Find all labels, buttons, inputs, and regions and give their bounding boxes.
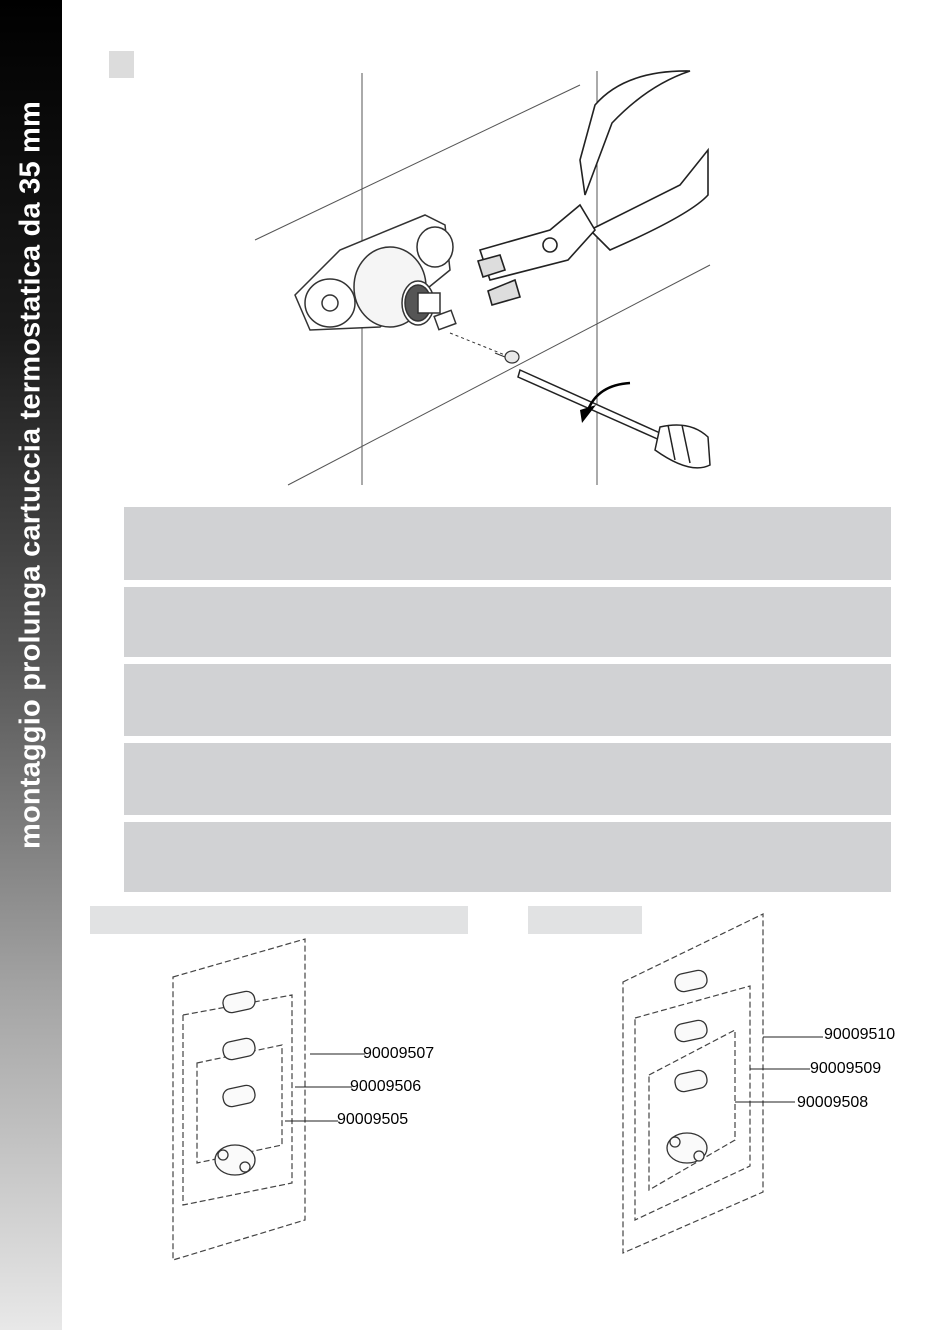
kit-left-header [90,906,468,934]
part-code-90009506: 90009506 [350,1078,422,1095]
instruction-box-5 [124,822,891,892]
sidebar-title: montaggio prolunga cartuccia termostatica da 35 mm [14,100,47,850]
pliers-drawing [478,71,708,305]
part-code-90009505: 90009505 [337,1111,409,1128]
instruction-box-3 [124,664,891,736]
instruction-box-2 [124,587,891,657]
instruction-box-1 [124,507,891,580]
instruction-box-4 [124,743,891,815]
part-code-90009508: 90009508 [797,1094,869,1111]
valve-body-drawing [295,215,456,330]
part-code-90009507: 90009507 [363,1045,435,1062]
step-badge [109,51,134,78]
part-code-90009510: 90009510 [824,1026,896,1043]
part-code-90009509: 90009509 [810,1060,882,1077]
screw-drawing [495,351,519,363]
sidebar-band [0,0,62,1330]
installation-illustration [250,65,720,490]
